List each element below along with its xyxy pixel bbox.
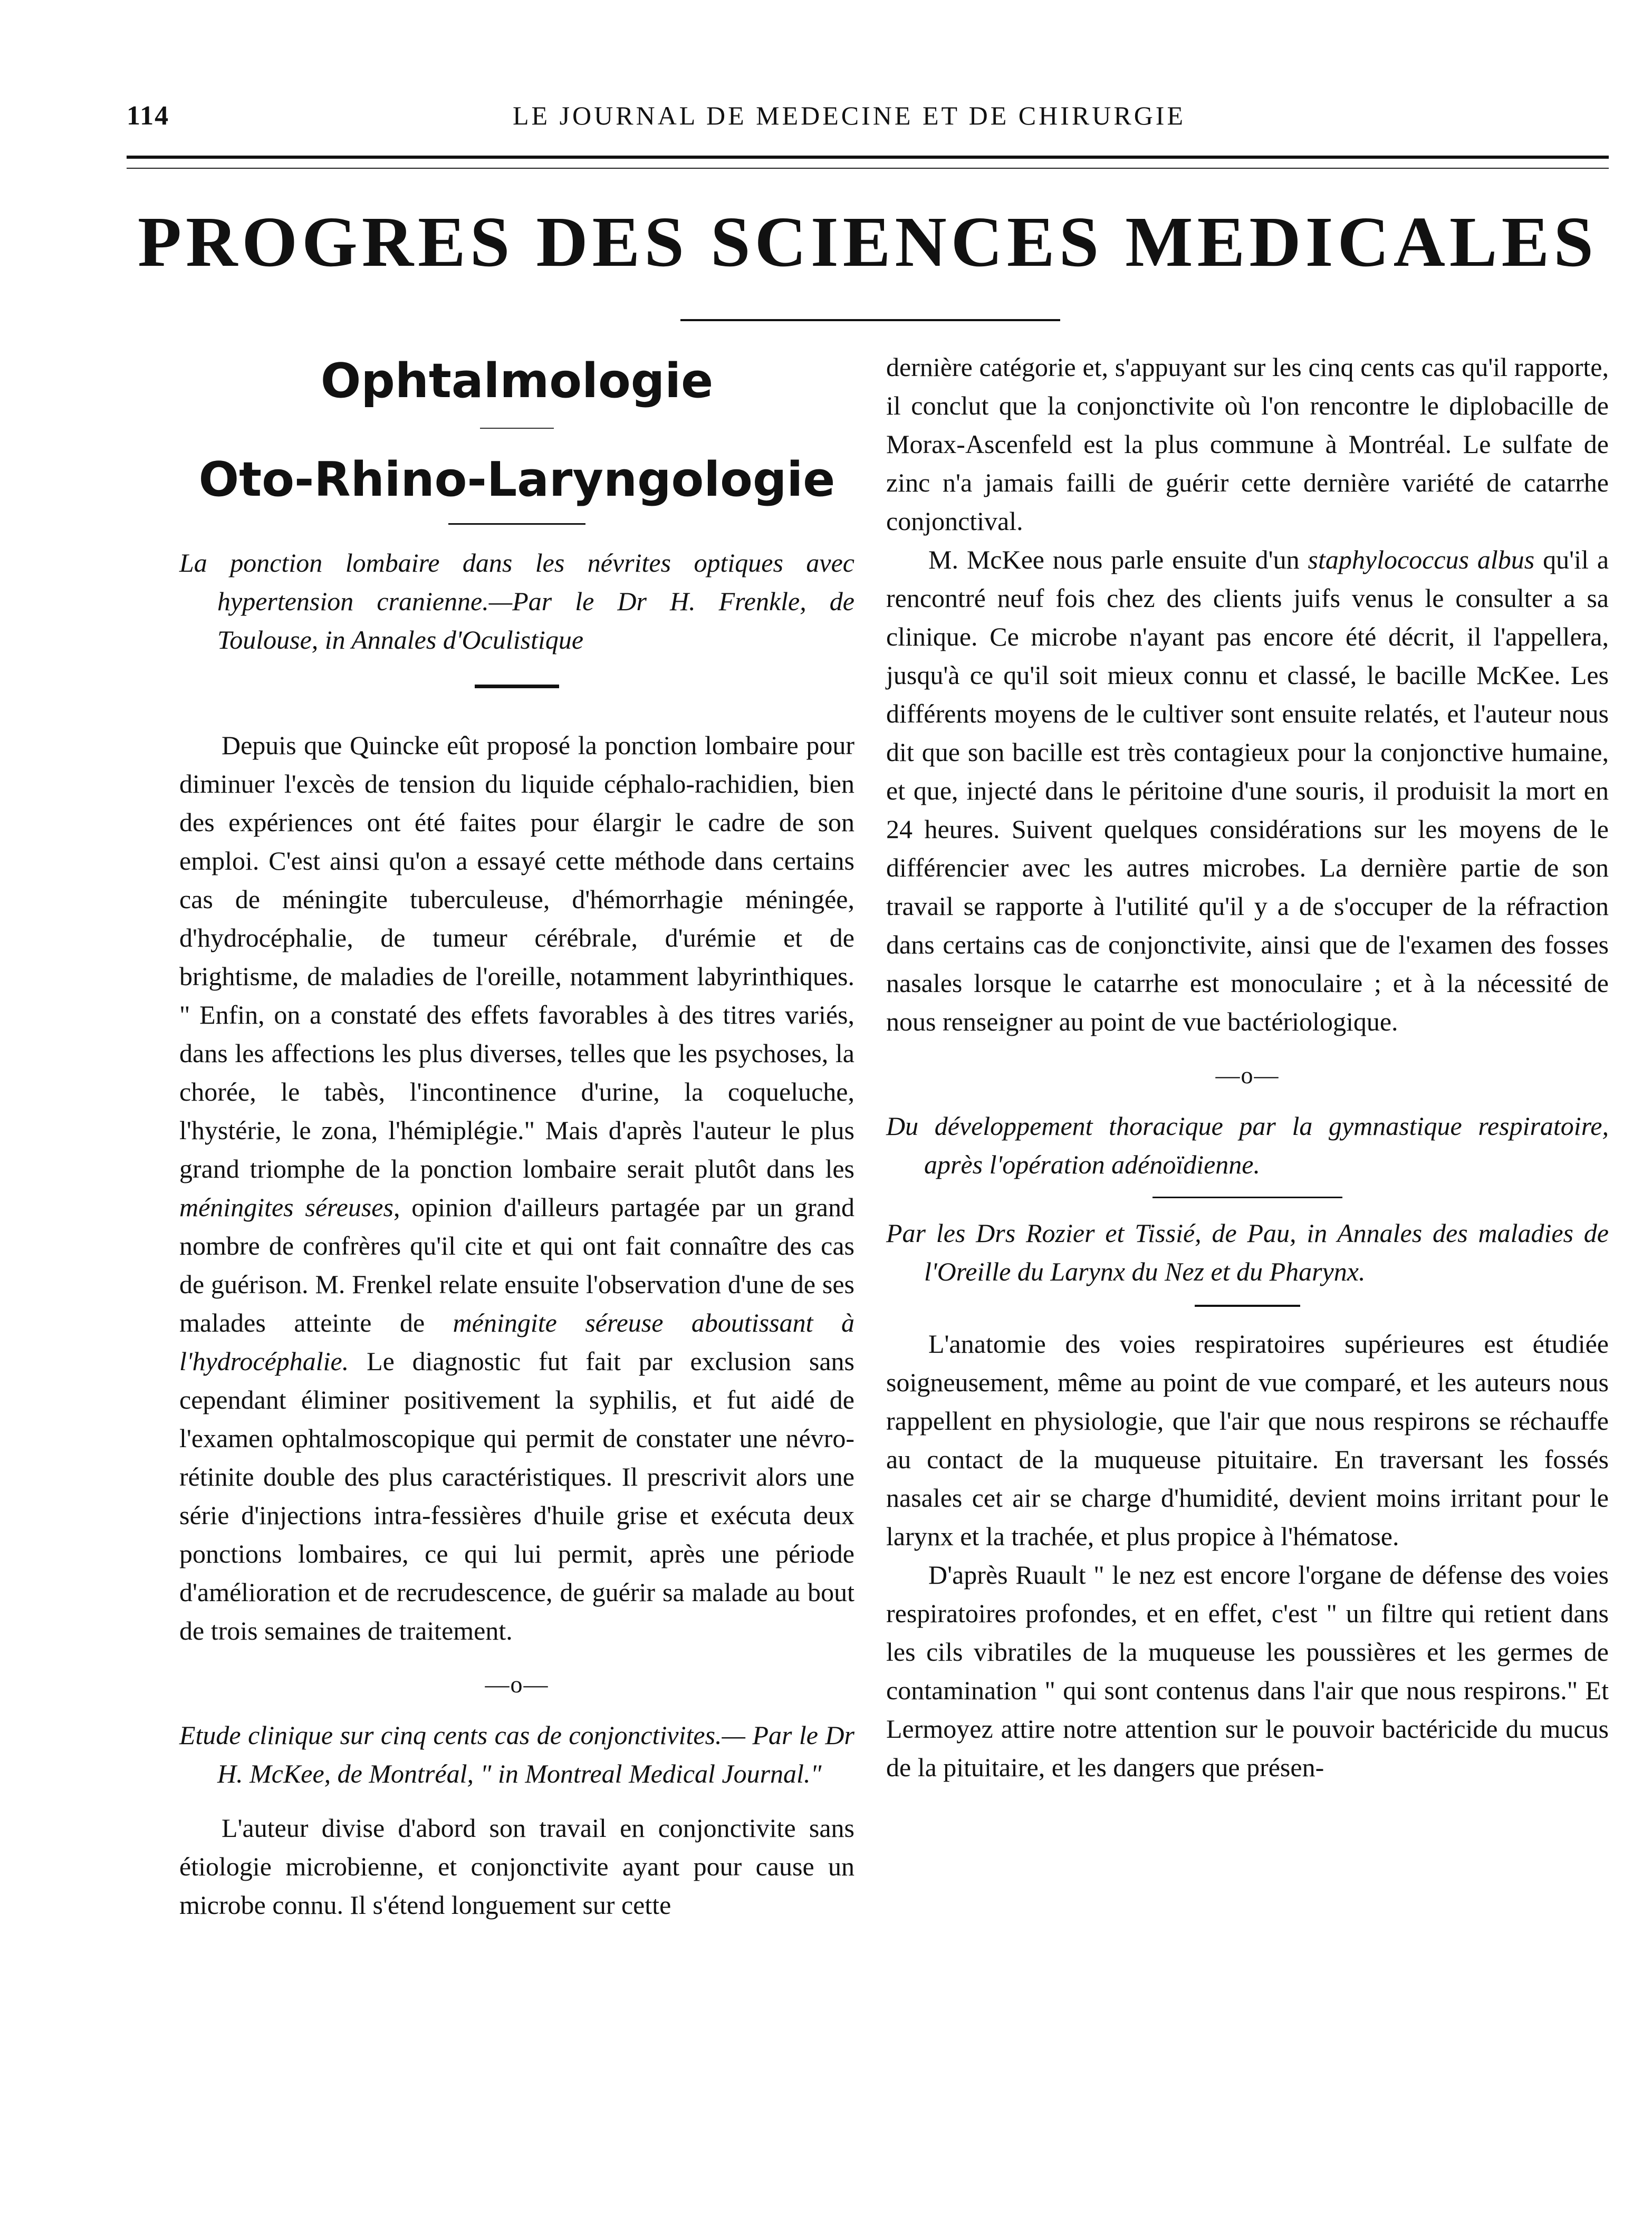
body-text: Le diagnostic fut fait par exclusion sans cependant éliminer positivement la syphilis, et fut aidé de l'examen ophtalmoscopique qui permit de constater une névro-rétinite double des plus caractéristiques. Il prescrivit alors une série d'injections intra-fessières d'huile grise et exécuta deux ponctions lombaires, ce qui lui permit, après une période d'amélioration et de recrudescence, de guérir sa malade au bout de trois semaines de traitement. xyxy=(179,1346,854,1645)
body-text: , opinion d'ailleurs partagée par un grand nombre de confrères qu'il cite et qui ont fait connaître des cas de guérison. M. Frenkel relate ensuite l'observation d'une de ses malades atteinte de xyxy=(179,1192,854,1337)
section-separator: —o— xyxy=(485,1671,549,1698)
left-column xyxy=(179,348,854,1924)
body-emphasis: méningite séreuse aboutissant à l'hydrocéphalie. xyxy=(179,1308,855,1376)
article-body-continued: dernière catégorie et, s'appuyant sur les cinq cents cas qu'il rapporte, il conclut que la conjonctivite où l'on rencontre le diplobacille de Morax-Ascenfeld est la plus commune à Montréal. Le sulfate de zinc n'a jamais failli de guérir cette dernière variété de catarrhe conjonctival. xyxy=(886,352,1609,536)
section-rule xyxy=(680,319,1060,321)
journal-title: LE JOURNAL DE MEDECINE ET DE CHIRURGIE xyxy=(512,101,1186,130)
article-body-conjonctivites: L'auteur divise d'abord son travail en conjonctivite sans étiologie microbienne, et conjonctivite ayant pour cause un microbe connu. Il s'étend longuement sur cette xyxy=(179,1813,854,1920)
article-title-ponction-lombaire: La ponction lombaire dans les névrites optiques avec hypertension cranienne.—Par le Dr H. Frenkle, de Toulouse, in Annales d'Oculistique xyxy=(179,548,854,654)
article-body-ponction-lombaire xyxy=(179,726,854,1650)
body-emphasis: staphylococcus albus xyxy=(1308,545,1535,574)
article-body-gymnastique: L'anatomie des voies respiratoires supérieures est étudiée soigneusement, même au point de vue comparé, et les auteurs nous rappellent en physiologie, que l'air que nous respirons se réchauffe au contact de la muqueuse pituitaire. En traversant les fossés nasales cet air se charge d'humidité, devient moins irritant pour le larynx et la trachée, et plus propice à l'hématose. xyxy=(886,1329,1609,1551)
page-number: 114 xyxy=(127,101,170,131)
article-byline-gymnastique: Par les Drs Rozier et Tissié, de Pau, in Annales des maladies de l'Oreille du Larynx du Nez et du Pharynx. xyxy=(886,1218,1609,1286)
right-column xyxy=(886,348,1609,1787)
article-body-ruault: D'après Ruault " le nez est encore l'organe de défense des voies respiratoires profondes, et en effet, c'est " un filtre qui retient dans les cils vibratiles de la muqueuse les poussières et les germes de contamination " qui sont contenus dans l'air que nous respirons." Et Lermoyez attire notre attention sur le pouvoir bactéricide du mucus de la pituitaire, et les dangers que présen- xyxy=(886,1560,1609,1782)
section-title: PROGRES DES SCIENCES MEDICALES xyxy=(138,203,1598,282)
heading-ophtalmologie: Ophtalmologie xyxy=(320,353,714,409)
body-text: M. McKee nous parle ensuite d'un xyxy=(928,545,1300,574)
heading-oto-rhino-laryngologie: Oto-Rhino-Laryngologie xyxy=(198,452,835,507)
running-head xyxy=(127,100,1609,142)
header-rule xyxy=(127,156,1609,159)
body-text: Depuis que Quincke eût proposé la ponction lombaire pour diminuer l'excès de tension du liquide céphalo-rachidien, bien des expériences ont été faites pour élargir le cadre de son emploi. C'est ainsi qu'on a essayé cette méthode dans certains cas de méningite tuberculeuse, d'hémorrhagie méningée, d'hydrocéphalie, de tumeur cérébrale, d'urémie et de brightisme, de maladies de l'oreille, notamment labyrinthiques. " Enfin, on a constaté des effets favorables à des titres variés, dans les affections les plus diverses, telles que les psychoses, la chorée, le tabès, l'incontinence d'urine, la coqueluche, l'hystérie, le zona, l'hémiplégie." Mais d'après l'auteur le plus grand triomphe de la ponction lombaire serait plutôt dans les xyxy=(179,730,854,1183)
article-title-gymnastique: Du développement thoracique par la gymnastique respiratoire, après l'opération adénoïdienne. xyxy=(886,1111,1609,1179)
article-title-conjonctivites: Etude clinique sur cinq cents cas de conjonctivites.— Par le Dr H. McKee, de Montréal, " in Montreal Medical Journal." xyxy=(179,1720,854,1788)
header-rule-thin xyxy=(127,168,1609,169)
article-body-mckee xyxy=(886,541,1609,1041)
section-separator: —o— xyxy=(1215,1062,1280,1089)
heading-divider xyxy=(480,428,554,429)
article-rule xyxy=(1195,1305,1300,1307)
body-emphasis: méningites séreuses xyxy=(179,1192,393,1222)
heading-rule xyxy=(448,523,585,525)
article-rule xyxy=(1152,1197,1342,1198)
body-text: qu'il a rencontré neuf fois chez des clients juifs venus le consulter a sa clinique. Ce microbe n'ayant pas encore été décrit, il l'appellera, jusqu'à ce qu'il soit mieux connu et classé, le bacille McKee. Les différents moyens de le cultiver sont ensuite relatés, et l'auteur nous dit que son bacille est très contagieux pour la conjonctive humaine, et que, injecté dans le péritoine d'une souris, il produisit la mort en 24 heures. Suivent quelques considérations sur les moyens de le différencier avec les autres microbes. La dernière partie de son travail se rapporte à l'utilité qu'il y a de s'occuper de la réfraction dans certains cas de conjonctivite, ainsi que de l'examen des fosses nasales lorsque le catarrhe est monoculaire ; et à la nécessité de nous renseigner au point de vue bactériologique. xyxy=(886,545,1609,1036)
article-rule xyxy=(475,685,559,688)
